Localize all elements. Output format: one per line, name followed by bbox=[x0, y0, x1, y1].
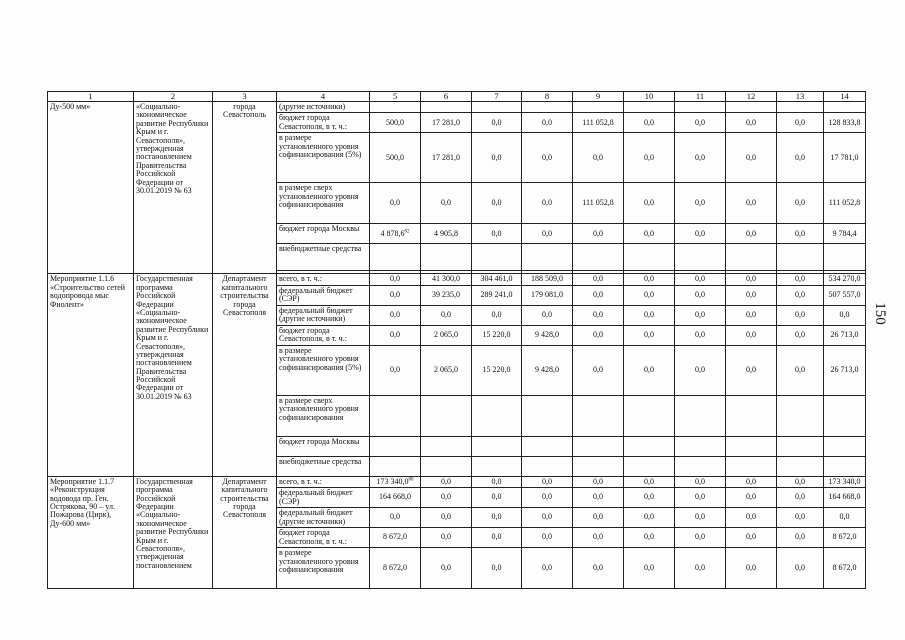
value-cell: 0,0 bbox=[472, 113, 522, 133]
value-cell: 0,0 bbox=[472, 488, 522, 508]
col-header: 10 bbox=[624, 92, 675, 102]
page-number: 150 bbox=[871, 302, 888, 325]
source-label: бюджет города Москвы bbox=[277, 224, 370, 244]
value-cell: 0,0 bbox=[573, 508, 624, 528]
value-cell: 179 081,0 bbox=[522, 285, 573, 305]
source-label: федеральный бюджет (СЭР) bbox=[277, 488, 370, 508]
value-cell: 0,0 bbox=[421, 488, 472, 508]
value-cell: 0,0 bbox=[777, 345, 824, 395]
value-cell: 0,0 bbox=[726, 325, 777, 345]
executor-cell: Департамент капитального строительства города Севастополя bbox=[213, 476, 277, 588]
value-cell: 0,0 bbox=[573, 528, 624, 548]
program-cell: Государственная программа Российской Федерации «Социально-экономическое развитие Республики Крым и г. Севастополя», утвержденная постановлением bbox=[134, 476, 213, 588]
col-header: 9 bbox=[573, 92, 624, 102]
value-cell: 0,0 bbox=[370, 325, 421, 345]
source-label: в размере установленного уровня софинансирования (5%) bbox=[277, 345, 370, 395]
value-cell: 0,0 bbox=[726, 113, 777, 133]
value-cell: 0,0 bbox=[777, 508, 824, 528]
value-cell: 304 461,0 bbox=[472, 274, 522, 285]
value-cell: 0,0 bbox=[777, 274, 824, 285]
value-cell: 15 220,0 bbox=[472, 345, 522, 395]
col-header: 14 bbox=[824, 92, 866, 102]
value-cell: 0,0 bbox=[624, 345, 675, 395]
value-cell: 0,0 bbox=[421, 548, 472, 589]
value-cell: 0,0 bbox=[777, 183, 824, 224]
value-cell: 0,0 bbox=[777, 548, 824, 589]
value-cell: 0,0 bbox=[624, 285, 675, 305]
value-cell: 188 509,0 bbox=[522, 274, 573, 285]
value-cell: 0,0 bbox=[472, 476, 522, 487]
value-cell: 0,0 bbox=[624, 508, 675, 528]
value-cell: 0,0 bbox=[573, 133, 624, 183]
source-label: бюджет города Севастополя, в т. ч.: bbox=[277, 113, 370, 133]
value-cell: 0,0 bbox=[726, 133, 777, 183]
source-label: в размере сверх установленного уровня софинансирования bbox=[277, 183, 370, 224]
value-cell: 0,0 bbox=[726, 224, 777, 244]
executor-cell: Департамент капитального строительства города Севастополя bbox=[213, 274, 277, 476]
value-cell: 0,0 bbox=[421, 476, 472, 487]
value-cell: 9 428,0 bbox=[522, 345, 573, 395]
value-cell: 4 905,8 bbox=[421, 224, 472, 244]
value-cell: 0,0 bbox=[777, 325, 824, 345]
activity-cell: Ду-500 мм» bbox=[48, 102, 134, 274]
value-cell: 0,0 bbox=[472, 133, 522, 183]
value-cell: 2 065,0 bbox=[421, 345, 472, 395]
value-cell: 0,0 bbox=[777, 133, 824, 183]
col-header: 7 bbox=[472, 92, 522, 102]
value-cell: 0,0 bbox=[370, 305, 421, 325]
source-label: бюджет города Москвы bbox=[277, 436, 370, 456]
source-label: внебюджетные средства bbox=[277, 244, 370, 271]
value-cell: 0,0 bbox=[370, 345, 421, 395]
value-cell: 164 668,0 bbox=[370, 488, 421, 508]
value-cell: 500,0 bbox=[370, 113, 421, 133]
value-cell: 0,0 bbox=[777, 224, 824, 244]
value-cell: 0,0 bbox=[522, 113, 573, 133]
value-cell: 0,0 bbox=[726, 274, 777, 285]
value-cell: 0,0 bbox=[421, 305, 472, 325]
value-cell: 0,0 bbox=[624, 224, 675, 244]
value-cell: 39 235,0 bbox=[421, 285, 472, 305]
value-cell: 0,0 bbox=[421, 508, 472, 528]
value-cell: 0,0 bbox=[370, 183, 421, 224]
value-cell: 0,0 bbox=[624, 548, 675, 589]
source-label: внебюджетные средства bbox=[277, 456, 370, 476]
source-label: федеральный бюджет (другие источники) bbox=[277, 305, 370, 325]
col-header: 1 bbox=[48, 92, 134, 102]
value-cell: 0,0 bbox=[370, 274, 421, 285]
value-cell: 0,0 bbox=[573, 274, 624, 285]
value-cell: 0,0 bbox=[726, 508, 777, 528]
value-cell: 507 557,0 bbox=[824, 285, 866, 305]
value-cell: 0,0 bbox=[472, 224, 522, 244]
value-cell: 0,0 bbox=[573, 476, 624, 487]
value-cell: 0,0 bbox=[675, 548, 726, 589]
value-cell: 0,0 bbox=[675, 113, 726, 133]
value-cell: 0,0 bbox=[472, 183, 522, 224]
col-header: 11 bbox=[675, 92, 726, 102]
value-cell: 534 270,0 bbox=[824, 274, 866, 285]
source-label: федеральный бюджет (другие источники) bbox=[277, 508, 370, 528]
value-cell: 2 065,0 bbox=[421, 325, 472, 345]
value-cell: 0,0 bbox=[777, 476, 824, 487]
activity-cell: Мероприятие 1.1.7 «Реконструкция водовода пр. Ген. Острякова, 90 – ул. Пожарова (Цирк), Ду-600 мм» bbox=[48, 476, 134, 588]
value-cell: 0,0 bbox=[777, 488, 824, 508]
value-cell: 0,0 bbox=[726, 345, 777, 395]
value-cell: 0,0 bbox=[522, 476, 573, 487]
source-label: (другие источники) bbox=[277, 102, 370, 113]
value-cell: 0,0 bbox=[472, 548, 522, 589]
value-cell: 9 428,0 bbox=[522, 325, 573, 345]
value-cell: 0,0 bbox=[522, 508, 573, 528]
value-cell: 289 241,0 bbox=[472, 285, 522, 305]
value-cell: 8 672,0 bbox=[824, 528, 866, 548]
value-cell: 0,0 bbox=[675, 508, 726, 528]
value-cell: 128 833,8 bbox=[824, 113, 866, 133]
table-row bbox=[48, 274, 866, 285]
value-cell: 0,0 bbox=[726, 183, 777, 224]
value-cell: 41 300,0 bbox=[421, 274, 472, 285]
value-cell: 164 668,0 bbox=[824, 488, 866, 508]
value-cell: 0,0 bbox=[675, 285, 726, 305]
value-cell: 0,0 bbox=[675, 488, 726, 508]
value-cell: 0,0 bbox=[370, 285, 421, 305]
value-cell: 0,0 bbox=[675, 528, 726, 548]
value-cell: 0,0 bbox=[573, 285, 624, 305]
col-header: 4 bbox=[277, 92, 370, 102]
value-cell: 26 713,0 bbox=[824, 325, 866, 345]
value-cell: 500,0 bbox=[370, 133, 421, 183]
value-cell: 0,0 bbox=[726, 548, 777, 589]
value-cell: 0,0 bbox=[675, 325, 726, 345]
value-cell: 0,0 bbox=[472, 305, 522, 325]
value-cell: 0,0 bbox=[624, 274, 675, 285]
col-header: 2 bbox=[134, 92, 213, 102]
value-cell: 111 052,8 bbox=[573, 183, 624, 224]
col-header: 8 bbox=[522, 92, 573, 102]
source-label: бюджет города Севастополя, в т. ч.: bbox=[277, 528, 370, 548]
value-cell: 0,0 bbox=[777, 528, 824, 548]
value-cell: 0,0 bbox=[726, 488, 777, 508]
value-cell: 0,0 bbox=[777, 285, 824, 305]
value-cell: 0,0 bbox=[573, 488, 624, 508]
value-cell: 0,0 bbox=[624, 488, 675, 508]
value-cell: 0,0 bbox=[726, 476, 777, 487]
value-cell: 0,0 bbox=[675, 305, 726, 325]
value-cell: 0,0 bbox=[624, 305, 675, 325]
activity-cell: Мероприятие 1.1.6 «Строительство сетей водопровода мыс Фиолент» bbox=[48, 274, 134, 476]
value-cell: 0,0 bbox=[421, 183, 472, 224]
value-cell: 0,0 bbox=[675, 133, 726, 183]
value-cell: 0,0 bbox=[777, 305, 824, 325]
value-cell: 111 052,8 bbox=[573, 113, 624, 133]
value-cell: 0,0 bbox=[522, 183, 573, 224]
value-cell: 0,0 bbox=[675, 476, 726, 487]
value-cell: 173 340,0 bbox=[824, 476, 866, 487]
source-label: в размере установленного уровня софинансирования (5%) bbox=[277, 133, 370, 183]
col-header: 5 bbox=[370, 92, 421, 102]
value-cell: 15 220,0 bbox=[472, 325, 522, 345]
value-cell: 17 281,0 bbox=[421, 113, 472, 133]
source-label: всего, в т. ч.: bbox=[277, 274, 370, 285]
value-cell: 8 672,0 bbox=[370, 528, 421, 548]
value-cell: 111 052,8 bbox=[824, 183, 866, 224]
value-cell: 26 713,0 bbox=[824, 345, 866, 395]
source-label: федеральный бюджет (СЭР) bbox=[277, 285, 370, 305]
value-cell: 0,0 bbox=[522, 133, 573, 183]
value-cell: 8 672,0 bbox=[370, 548, 421, 589]
value-cell: 8 672,0 bbox=[824, 548, 866, 589]
value-cell: 0,0 bbox=[675, 224, 726, 244]
value-cell: 0,0 bbox=[421, 528, 472, 548]
value-cell: 0,0 bbox=[522, 224, 573, 244]
value-cell: 0,0 bbox=[522, 528, 573, 548]
executor-cell: города Севастополь bbox=[213, 102, 277, 274]
value-cell: 0,0 bbox=[624, 113, 675, 133]
value-cell: 0,0 bbox=[573, 548, 624, 589]
value-cell: 0,0 bbox=[624, 133, 675, 183]
value-cell: 0,0 bbox=[624, 183, 675, 224]
value-cell: 0,0 bbox=[824, 305, 866, 325]
value-cell: 17 781,0 bbox=[824, 133, 866, 183]
value-cell: 0,0 bbox=[726, 305, 777, 325]
value-cell: 0,0 bbox=[522, 548, 573, 589]
value-cell: 0,0 bbox=[573, 345, 624, 395]
source-label: в размере установленного уровня софинансирования bbox=[277, 548, 370, 589]
value-cell: 0,0 bbox=[573, 224, 624, 244]
program-cell: «Социально-экономическое развитие Республики Крым и г. Севастополя», утвержденная постановлением Правительства Российской Федерации от 30.01.2019 № 63 bbox=[134, 102, 213, 274]
col-header: 3 bbox=[213, 92, 277, 102]
value-cell: 4 878,6$^{82}$ bbox=[370, 224, 421, 244]
value-cell: 0,0 bbox=[370, 508, 421, 528]
value-cell: 0,0 bbox=[777, 113, 824, 133]
source-label: бюджет города Севастополя, в т. ч.: bbox=[277, 325, 370, 345]
value-cell: 0,0 bbox=[624, 476, 675, 487]
value-cell: 0,0 bbox=[675, 274, 726, 285]
value-cell: 0,0 bbox=[675, 183, 726, 224]
column-number-row bbox=[48, 92, 866, 102]
budget-table bbox=[47, 91, 866, 589]
value-cell: 0,0 bbox=[472, 508, 522, 528]
value-cell: 0,0 bbox=[824, 508, 866, 528]
value-cell: 0,0 bbox=[522, 488, 573, 508]
value-cell: 0,0 bbox=[726, 528, 777, 548]
value-cell: 0,0 bbox=[675, 345, 726, 395]
table-row bbox=[48, 476, 866, 487]
value-cell: 0,0 bbox=[624, 528, 675, 548]
col-header: 12 bbox=[726, 92, 777, 102]
value-cell: 0,0 bbox=[472, 528, 522, 548]
col-header: 13 bbox=[777, 92, 824, 102]
value-cell: 0,0 bbox=[624, 325, 675, 345]
source-label: всего, в т. ч.: bbox=[277, 476, 370, 487]
value-cell: 0,0 bbox=[573, 325, 624, 345]
program-cell: Государственная программа Российской Федерации «Социально-экономическое развитие Республики Крым и г. Севастополя», утвержденная постановлением Правительства Российской Федерации от 30.01.2019 № 63 bbox=[134, 274, 213, 476]
value-cell: 0,0 bbox=[726, 285, 777, 305]
value-cell: 0,0 bbox=[573, 305, 624, 325]
value-cell: 17 281,0 bbox=[421, 133, 472, 183]
value-cell: 173 340,0$^{80}$ bbox=[370, 476, 421, 487]
col-header: 6 bbox=[421, 92, 472, 102]
source-label: в размере сверх установленного уровня софинансирования bbox=[277, 395, 370, 436]
table-row bbox=[48, 102, 866, 113]
value-cell: 9 784,4 bbox=[824, 224, 866, 244]
value-cell: 0,0 bbox=[522, 305, 573, 325]
